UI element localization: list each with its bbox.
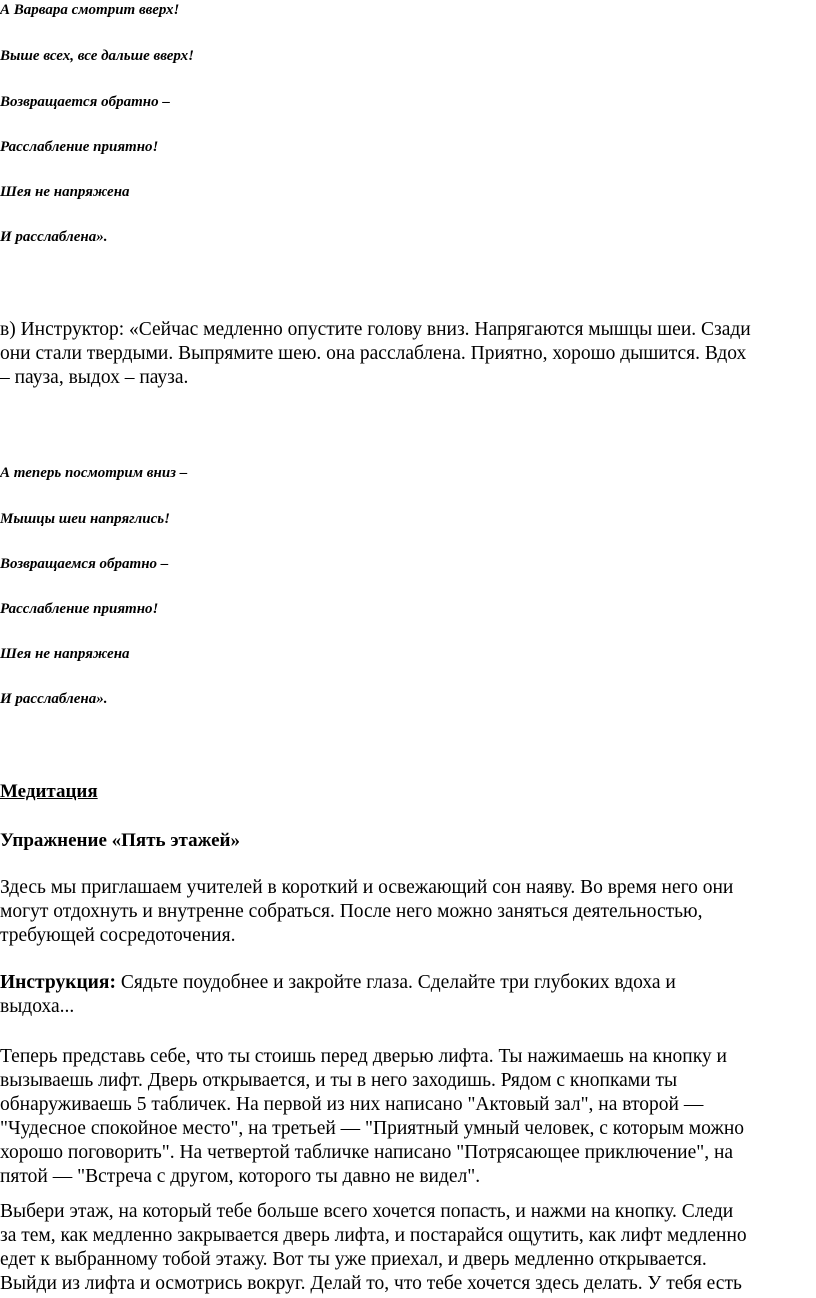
verse-line: И расслаблена».	[0, 691, 108, 707]
instruction-paragraph	[0, 971, 816, 1019]
intro-paragraph	[0, 876, 816, 948]
paragraph-line: "Чудесное спокойное место", на третьей — "Приятный умный человек, с которым можно	[0, 1118, 745, 1139]
paragraph-line: обнаруживаешь 5 табличек. На первой из них написано "Актовый зал", на второй —	[0, 1094, 704, 1115]
instruction-label: Инструкция:	[0, 972, 116, 993]
paragraph-line: хорошо поговорить". На четвертой табличке написано "Потрясающее приключение", на	[0, 1142, 734, 1163]
verse-line: А теперь посмотрим вниз –	[0, 465, 188, 481]
paragraph-line: Сядьте поудобнее и закройте глаза. Сделайте три глубоких вдоха и	[115, 972, 676, 993]
verse-line: А Варвара смотрит вверх!	[0, 2, 180, 18]
exercise-title: Упражнение «Пять этажей»	[0, 830, 241, 851]
paragraph-line: за тем, как медленно закрывается дверь лифта, и постарайся ощутить, как лифт медленно	[0, 1225, 747, 1246]
choice-paragraph	[0, 1200, 816, 1296]
verse-line: Мышцы шеи напряглись!	[0, 511, 170, 527]
instructor-paragraph	[0, 318, 816, 390]
verse-line: Расслабление приятно!	[0, 601, 159, 617]
paragraph-line: выдоха...	[0, 996, 75, 1017]
paragraph-line: в) Инструктор: «Сейчас медленно опустите голову вниз. Напрягаются мышцы шеи. Сзади	[0, 319, 751, 340]
verse-line: Возвращаемся обратно –	[0, 556, 169, 572]
paragraph-line: требующей сосредоточения.	[0, 925, 236, 946]
paragraph-line: Здесь мы приглашаем учителей в короткий и освежающий сон наяву. Во время него они	[0, 877, 734, 898]
verse-line: Шея не напряжена	[0, 184, 130, 200]
paragraph-line: они стали твердыми. Выпрямите шею. она расслаблена. Приятно, хорошо дышится. Вдох	[0, 343, 747, 364]
verse-line: И расслаблена».	[0, 229, 108, 245]
paragraph-line: вызываешь лифт. Дверь открывается, и ты в него заходишь. Рядом с кнопками ты	[0, 1070, 678, 1091]
verse-line: Шея не напряжена	[0, 646, 130, 662]
verse-line: Выше всех, все дальше вверх!	[0, 48, 194, 64]
paragraph-line: могут отдохнуть и внутренне собраться. После него можно заняться деятельностью,	[0, 901, 703, 922]
verse-line: Расслабление приятно!	[0, 139, 159, 155]
paragraph-line: пятой — "Встреча с другом, которого ты давно не видел".	[0, 1166, 481, 1187]
section-title: Медитация	[0, 781, 98, 802]
paragraph-line: Выбери этаж, на который тебе больше всего хочется попасть, и нажми на кнопку. Следи	[0, 1201, 734, 1222]
paragraph-line: – пауза, выдох – пауза.	[0, 367, 189, 388]
paragraph-line: едет к выбранному тобой этажу. Вот ты уже приехал, и дверь медленно открывается.	[0, 1249, 707, 1270]
paragraph-line: Теперь представь себе, что ты стоишь перед дверью лифта. Ты нажимаешь на кнопку и	[0, 1046, 727, 1067]
paragraph-line: Выйди из лифта и осмотрись вокруг. Делай то, что тебе хочется здесь делать. У тебя есть	[0, 1273, 742, 1294]
verse-line: Возвращается обратно –	[0, 94, 170, 110]
story-paragraph	[0, 1045, 816, 1189]
